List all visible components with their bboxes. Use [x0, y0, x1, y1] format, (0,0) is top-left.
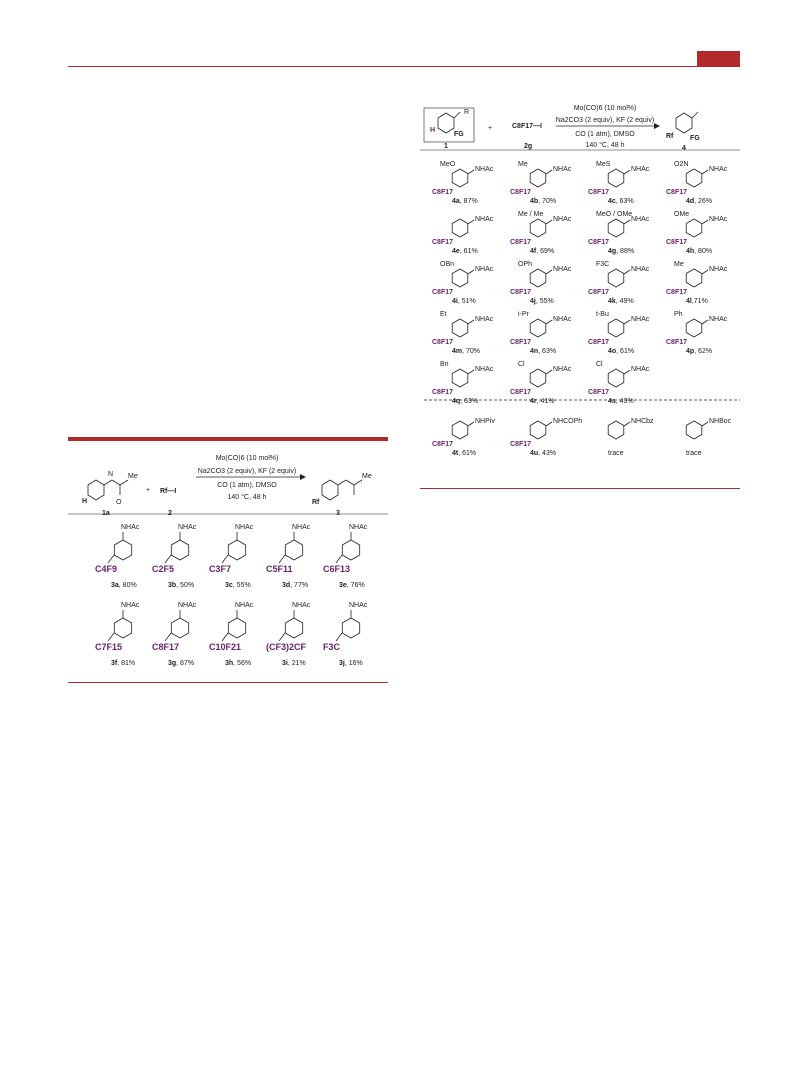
substituent: OPh [518, 261, 533, 268]
product-3e [323, 524, 368, 589]
product-3j [323, 602, 368, 667]
compound-label: 4k, 49% [608, 298, 634, 305]
rf-group: C8F17 [588, 289, 610, 296]
bond [468, 270, 474, 274]
product-4m [432, 311, 494, 355]
nhac-label: NHAc [475, 366, 494, 373]
benzene-ring [686, 219, 702, 237]
product-4q [432, 361, 494, 405]
product-4 [676, 112, 698, 133]
rf-group: C8F17 [588, 339, 610, 346]
product-3a [95, 524, 140, 589]
plus-sign: + [146, 487, 151, 494]
substituent: Me / Me [518, 211, 544, 218]
compound-label: 4r, 41% [530, 398, 555, 405]
benzene-ring [530, 269, 546, 287]
product-4i [432, 261, 494, 305]
rf-group: C10F21 [209, 642, 242, 652]
product-4k [588, 261, 650, 305]
label-2: 2 [168, 510, 172, 517]
product-entry-22 [686, 418, 732, 457]
nhac-label: NHAc [631, 316, 650, 323]
nhac-label: NHBoc [709, 418, 732, 425]
nhac-label: NHAc [553, 366, 572, 373]
rf-group: C8F17 [432, 239, 454, 246]
nhac-label: NHAc [349, 602, 368, 609]
nhac-label: NHAc [475, 316, 494, 323]
substituent: F3C [596, 261, 610, 268]
h-atom-right: H [430, 127, 436, 134]
bond [702, 170, 708, 174]
benzene-ring [608, 269, 624, 287]
bond [468, 422, 474, 426]
product-3h [209, 602, 254, 667]
rf-group: C8F17 [152, 642, 180, 652]
benzene-ring [608, 169, 624, 187]
product-3b [152, 524, 197, 589]
rf-group: C3F7 [209, 564, 232, 574]
rf-group: (CF3)2CF [266, 642, 306, 652]
bond [702, 320, 708, 324]
benzene-ring [114, 540, 131, 560]
rf-group: C8F17 [588, 239, 610, 246]
compound-label: 3a, 80% [111, 582, 137, 589]
nhac-label: NHCOPh [553, 418, 583, 425]
rf-group: C4F9 [95, 564, 118, 574]
nhac-label: NHAc [709, 166, 728, 173]
nhac-label: NHAc [475, 216, 494, 223]
nhac-label: NHAc [121, 602, 140, 609]
compound-label: 4c, 63% [608, 198, 634, 205]
substituent: O2N [674, 161, 689, 168]
benzene-ring [452, 269, 468, 287]
compound-label: 3d, 77% [282, 582, 309, 589]
substituent: Cl [596, 361, 603, 368]
product-4r [510, 361, 572, 405]
nhac-label: NHAc [553, 216, 572, 223]
bond [624, 220, 630, 224]
bond [165, 633, 171, 641]
compound-label: 3e, 76% [339, 582, 365, 589]
compound-label: 4e, 61% [452, 248, 478, 255]
product-3i [266, 602, 311, 667]
bond [624, 270, 630, 274]
compound-label: 4i, 51% [452, 298, 476, 305]
header-tab [697, 51, 740, 66]
benzene-ring [686, 169, 702, 187]
rf-group: C8F17 [432, 189, 454, 196]
bond [468, 170, 474, 174]
product-4d [666, 161, 728, 205]
bond [165, 555, 171, 563]
me-label: Me [128, 473, 138, 480]
product-me: Me [362, 473, 372, 480]
product-4t [432, 418, 495, 457]
substituent: Ph [674, 311, 683, 318]
nhac-label: NHAc [178, 602, 197, 609]
nhac-label: NHCbz [631, 418, 654, 425]
rf-group: F3C [323, 642, 341, 652]
compound-label: 3f, 81% [111, 660, 136, 667]
compound-label: 4l,71% [686, 298, 708, 305]
bond [624, 370, 630, 374]
rf-group: C8F17 [666, 239, 688, 246]
benzene-ring [452, 369, 468, 387]
label-1a: 1a [102, 510, 110, 517]
product-3f [95, 602, 140, 667]
nhac-label: NHAc [553, 266, 572, 273]
compound-label: 4o, 61% [608, 348, 635, 355]
compound-label: 4b, 70% [530, 198, 557, 205]
bond [108, 633, 114, 641]
benzene-ring [228, 540, 245, 560]
bond [279, 633, 285, 641]
compound-label: 4s, 43% [608, 398, 634, 405]
substituent: MeS [596, 161, 611, 168]
nhac-label: NHAc [709, 216, 728, 223]
nhac-label: NHAc [235, 524, 254, 531]
product-4b [510, 161, 572, 205]
rf-group: C8F17 [510, 189, 532, 196]
benzene-ring [686, 269, 702, 287]
benzene-ring [342, 540, 359, 560]
benzene-ring [686, 319, 702, 337]
condition-3: CO (1 atm), DMSO [217, 482, 277, 489]
nhac-label: NHAc [631, 366, 650, 373]
r-condition-2: Na2CO3 (2 equiv), KF (2 equiv) [555, 117, 655, 124]
product-3d [266, 524, 311, 589]
bond [546, 370, 552, 374]
product-grid-right [432, 161, 732, 457]
substituent: Me [674, 261, 684, 268]
nhac-label: NHAc [631, 216, 650, 223]
compound-label: 4h, 80% [686, 248, 713, 255]
benzene-ring [228, 618, 245, 638]
bond [546, 422, 552, 426]
product-3 [322, 480, 362, 500]
product-4c [588, 161, 650, 205]
rf-group: C8F17 [666, 289, 688, 296]
condition-4: 140 °C, 48 h [227, 494, 267, 501]
nhac-label: NHAc [178, 524, 197, 531]
reaction-scheme-right [420, 98, 740, 457]
rf-group: C8F17 [432, 389, 454, 396]
product-4s [588, 361, 650, 405]
nhac-label: NHAc [235, 602, 254, 609]
scheme-bottom-rule-right [420, 488, 740, 489]
reactant-2: Rf—I [160, 488, 177, 495]
rf-group: C8F17 [666, 189, 688, 196]
substituent: MeO [440, 161, 456, 168]
product-4a [432, 161, 494, 205]
reactant-1a [88, 480, 128, 500]
reaction-scheme-left [68, 440, 388, 682]
nhac-label: NHAc [709, 316, 728, 323]
label-2g: 2g [524, 143, 533, 150]
condition-2: Na2CO3 (2 equiv), KF (2 equiv) [197, 468, 297, 475]
product-4j [510, 261, 572, 305]
benzene-ring [608, 319, 624, 337]
substituent: Cl [518, 361, 525, 368]
rf-group: C8F17 [588, 389, 610, 396]
h-atom: H [82, 498, 88, 505]
benzene-ring [171, 618, 188, 638]
compound-label: 4p, 62% [686, 348, 713, 355]
o-label: O [116, 499, 122, 506]
rf-group: C8F17 [666, 339, 688, 346]
substituent: Me [518, 161, 528, 168]
r-condition-1: Mo(CO)6 (10 mol%) [573, 105, 637, 112]
r-label: R [464, 109, 470, 116]
bond [108, 555, 114, 563]
rf-group: C5F11 [266, 564, 293, 574]
substituent: OBn [440, 261, 455, 268]
benzene-ring [608, 369, 624, 387]
product-3g [152, 602, 197, 667]
reactant-2g: C8F17—I [512, 123, 542, 130]
substituent: Et [440, 311, 447, 318]
nhac-label: NHAc [631, 266, 650, 273]
product-4-rf: Rf [666, 133, 674, 140]
benzene-ring [452, 219, 468, 237]
bond [624, 422, 630, 426]
nhac-label: NHAc [631, 166, 650, 173]
nhac-label: NHAc [553, 166, 572, 173]
benzene-ring [171, 540, 188, 560]
compound-label: 4q, 63% [452, 398, 479, 405]
bond [546, 220, 552, 224]
benzene-ring [530, 319, 546, 337]
bond [336, 633, 342, 641]
compound-label: 4u, 43% [530, 450, 557, 457]
arrow-head [300, 474, 306, 480]
compound-label: 3h, 56% [225, 660, 252, 667]
rf-group: C7F15 [95, 642, 123, 652]
compound-label: 3i, 21% [282, 660, 306, 667]
rf-group: C8F17 [588, 189, 610, 196]
arrow-head-right [654, 123, 660, 129]
product-grid-left [95, 524, 368, 667]
rf-group: C8F17 [510, 441, 532, 448]
benzene-ring [285, 540, 302, 560]
rf-group: C6F13 [323, 564, 351, 574]
rf-group: C8F17 [510, 339, 532, 346]
bond [468, 370, 474, 374]
compound-label: 4t, 61% [452, 450, 477, 457]
product-4l [666, 261, 728, 305]
substituent: MeO / OMe [596, 211, 633, 218]
nhac-label: NHAc [475, 266, 494, 273]
nhac-label: NHAc [292, 524, 311, 531]
r-condition-3: CO (1 atm), DMSO [575, 131, 635, 138]
substituent: t-Bu [596, 311, 609, 318]
rf-group: C8F17 [432, 339, 454, 346]
benzene-ring [342, 618, 359, 638]
r-condition-4: 140 °C, 48 h [585, 142, 625, 149]
label-3: 3 [336, 510, 340, 517]
substituent: OMe [674, 211, 690, 218]
benzene-ring [686, 421, 702, 439]
compound-label: 3g, 87% [168, 660, 195, 667]
benzene-ring [452, 319, 468, 337]
condition-1: Mo(CO)6 (10 mol%) [215, 455, 279, 462]
bond [702, 270, 708, 274]
product-4f [510, 211, 572, 255]
rf-group: C8F17 [432, 289, 454, 296]
fg-label: FG [454, 131, 464, 138]
header-rule [68, 66, 740, 67]
compound-label: 3c, 55% [225, 582, 251, 589]
compound-label: 3j, 16% [339, 660, 363, 667]
compound-label: 4m, 70% [452, 348, 481, 355]
benzene-ring [285, 618, 302, 638]
nh-label: N [108, 471, 114, 478]
bond [546, 320, 552, 324]
benzene-ring [530, 219, 546, 237]
benzene-ring [452, 169, 468, 187]
product-4n [510, 311, 572, 355]
compound-label: 4n, 63% [530, 348, 557, 355]
benzene-ring [530, 169, 546, 187]
bond [624, 170, 630, 174]
bond [468, 220, 474, 224]
rf-group: C2F5 [152, 564, 175, 574]
label-1: 1 [444, 143, 448, 150]
bond [336, 555, 342, 563]
rf-group: C8F17 [510, 289, 532, 296]
nhac-label: NHAc [292, 602, 311, 609]
rf-group: C8F17 [510, 389, 532, 396]
product-4p [666, 311, 728, 355]
benzene-ring [608, 421, 624, 439]
substituent: Bn [440, 361, 449, 368]
product-4o [588, 311, 650, 355]
compound-label: trace [608, 450, 624, 457]
product-3c [209, 524, 254, 589]
compound-label: 4a, 87% [452, 198, 478, 205]
nhac-label: NHAc [709, 266, 728, 273]
benzene-ring [530, 369, 546, 387]
bond [702, 220, 708, 224]
nhac-label: NHPiv [475, 418, 495, 425]
benzene-ring [530, 421, 546, 439]
bond [222, 555, 228, 563]
benzene-ring [608, 219, 624, 237]
product-4u [510, 418, 582, 457]
bond [546, 170, 552, 174]
bond [546, 270, 552, 274]
nhac-label: NHAc [349, 524, 368, 531]
compound-label: 4g, 88% [608, 248, 635, 255]
rf-group: C8F17 [432, 441, 454, 448]
product-rf: Rf [312, 499, 320, 506]
product-4e [432, 216, 494, 255]
substituent: i-Pr [518, 311, 529, 318]
nhac-label: NHAc [475, 166, 494, 173]
benzene-ring [452, 421, 468, 439]
product-4-fg: FG [690, 135, 700, 142]
bond [702, 422, 708, 426]
nhac-label: NHAc [553, 316, 572, 323]
label-4: 4 [682, 145, 686, 152]
bond [624, 320, 630, 324]
compound-label: 4f, 69% [530, 248, 555, 255]
scheme-bottom-rule [68, 682, 388, 683]
compound-label: 3b, 50% [168, 582, 195, 589]
compound-label: 4d, 26% [686, 198, 713, 205]
rf-group: C8F17 [510, 239, 532, 246]
benzene-ring [114, 618, 131, 638]
bond [468, 320, 474, 324]
bond [279, 555, 285, 563]
product-4g [588, 211, 650, 255]
bond [222, 633, 228, 641]
compound-label: trace [686, 450, 702, 457]
product-entry-21 [608, 418, 654, 457]
compound-label: 4j, 55% [530, 298, 554, 305]
plus-right: + [488, 125, 493, 132]
product-4h [666, 211, 728, 255]
nhac-label: NHAc [121, 524, 140, 531]
